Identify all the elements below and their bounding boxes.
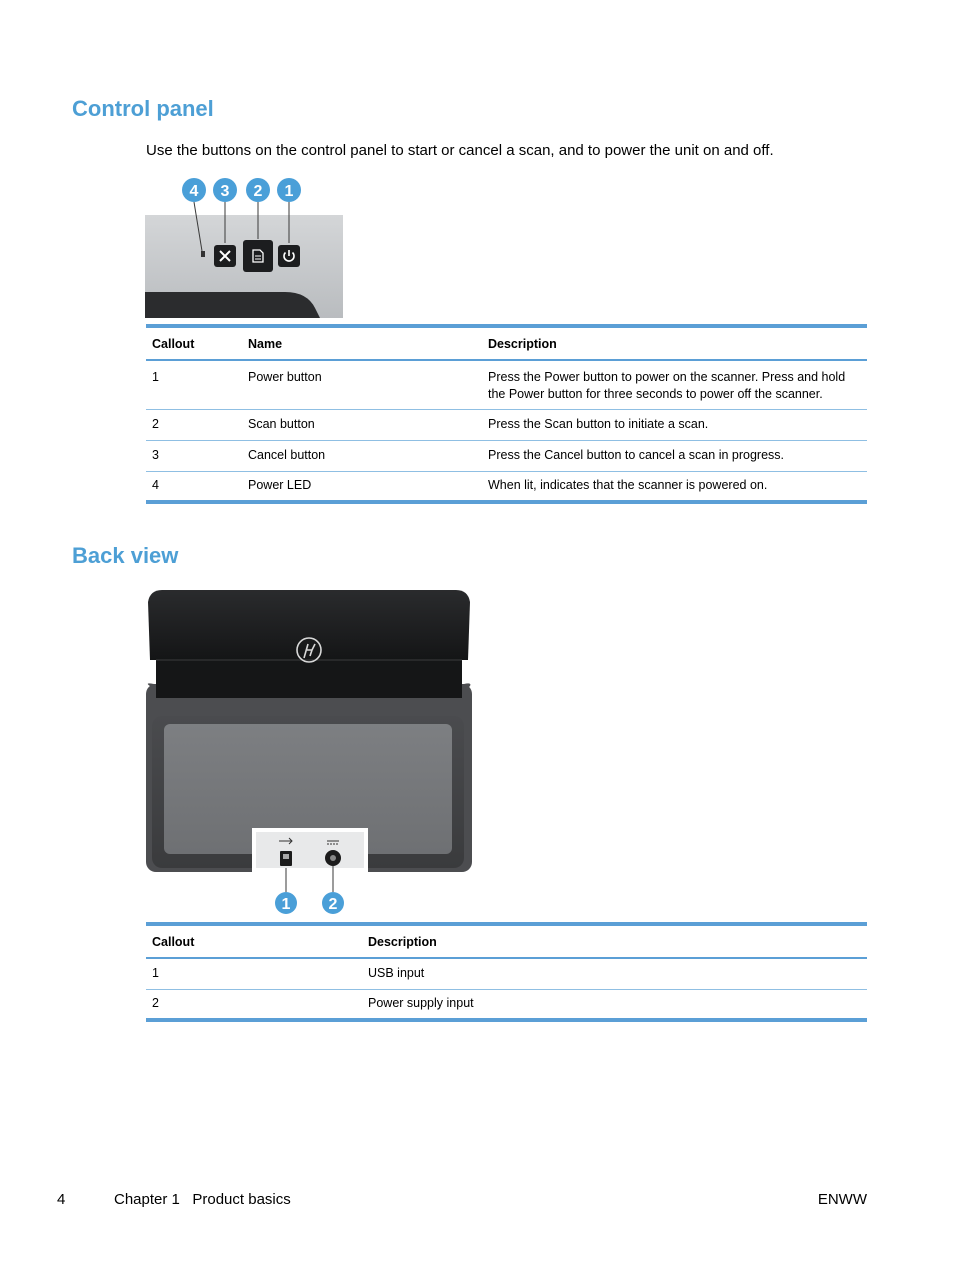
callout-4-text: 4 [189,183,199,200]
row-description: When lit, indicates that the scanner is powered on. [488,478,768,493]
row-name: Cancel button [248,448,326,462]
row-callout: 4 [152,478,159,493]
row-callout: 2 [152,417,159,431]
callout-badge-3 [213,178,237,202]
callout-badge-2 [246,178,270,202]
back-view-table [146,922,867,1022]
row-callout: 3 [152,448,159,462]
locale-label: ENWW [817,1191,867,1208]
callout-badge-1 [277,178,301,202]
page-number: 4 [57,1191,66,1208]
row-description: Press the Power button to power on the scanner. Press and hold the Power button for three seconds to power off the scanner. [488,370,846,401]
table-header-row [146,326,867,360]
row-name: Power button [248,370,322,384]
scan-button-graphic [243,240,273,272]
table-header-row [146,924,867,958]
row-description: Power supply input [368,996,474,1011]
row-description: Press the Cancel button to cancel a scan in progress. [488,448,784,462]
back-callout-1-text: 1 [281,896,291,913]
header-callout: Callout [152,336,195,351]
callout-1-text: 1 [284,183,294,200]
callout-2-text: 2 [253,183,263,200]
row-name: Scan button [248,417,315,431]
table-row [146,360,867,409]
row-name: Power LED [248,478,312,493]
control-panel-figure [145,176,345,318]
table-row [146,958,867,989]
row-callout: 1 [152,370,159,384]
table-row [146,440,867,471]
callout-badge-4 [182,178,206,202]
row-callout: 2 [152,996,159,1011]
table-row [146,989,867,1020]
section-heading-control-panel: Control panel [72,96,214,121]
row-description: USB input [368,966,425,981]
power-button-graphic [278,245,300,267]
control-panel-intro: Use the buttons on the control panel to start or cancel a scan, and to power the unit on and off. [146,142,774,159]
callout-badge-2 [322,892,344,914]
power-led [201,251,205,257]
row-callout: 1 [152,966,159,981]
table-row [146,471,867,502]
callout-3-text: 3 [220,183,230,200]
callout-badge-1 [275,892,297,914]
chapter-label: Chapter 1 Product basics [114,1191,291,1208]
table-row [146,409,867,440]
back-view-figure [144,588,474,916]
header-description: Description [488,336,557,351]
cancel-button-graphic [214,245,236,267]
back-callout-2-text: 2 [328,896,338,913]
row-description: Press the Scan button to initiate a scan. [488,417,709,431]
header-callout: Callout [152,934,195,949]
header-name: Name [248,336,283,351]
control-panel-table [146,324,867,504]
header-description: Description [368,934,437,949]
section-heading-back-view: Back view [72,543,179,568]
